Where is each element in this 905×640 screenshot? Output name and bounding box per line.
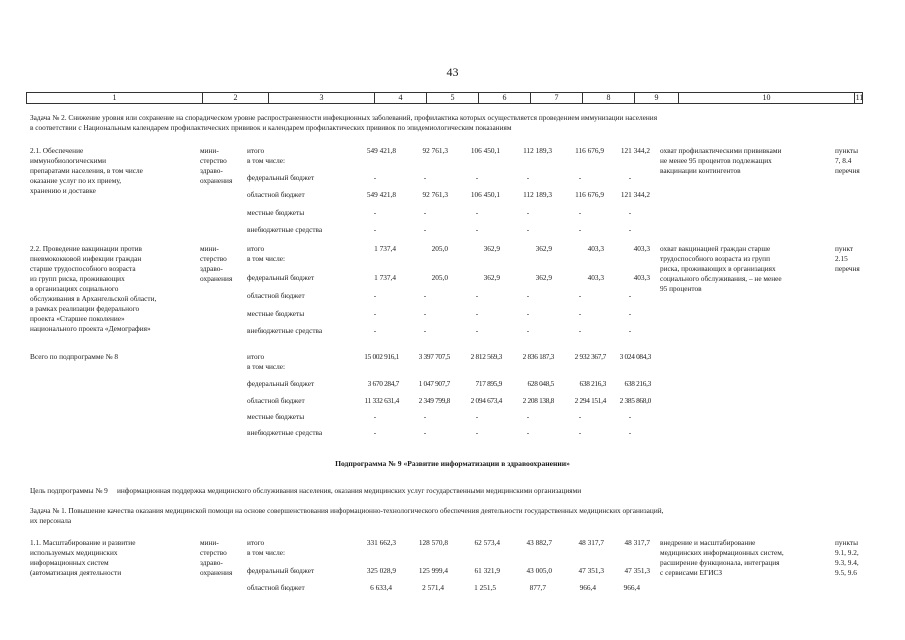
amount-cell: 112 189,3 [523,190,552,199]
amount-cell: 47 351,3 [578,566,604,575]
row-name-line: 1.1. Масштабирование и развитие [30,538,136,547]
amount-cell: 2 932 367,7 [574,352,606,361]
amount-cell: 1 251,5 [474,583,496,592]
amount-cell: - [628,428,632,437]
funding-label-regional: областной бюджет [247,583,305,592]
amount-cell: - [628,208,632,217]
points-line: пункт [835,244,854,253]
column-number: 2 [203,93,269,103]
amount-cell: 6 633,4 [370,583,392,592]
points-line: 9.1, 9.2, [835,548,859,557]
funding-label-incl: в том числе: [247,548,286,557]
funding-label-total: итого [247,146,265,155]
amount-cell: 92 761,3 [422,190,448,199]
amount-cell: 112 189,3 [523,146,552,155]
total-row-name: Всего по подпрограмме № 8 [30,352,118,361]
column-number-header [26,92,863,104]
column-number: 5 [427,93,479,103]
amount-cell: 3 397 707,5 [418,352,450,361]
column-number: 6 [479,93,531,103]
amount-cell: 205,0 [431,273,448,282]
amount-cell: - [526,225,530,234]
amount-cell: - [578,412,582,421]
amount-cell: 61 321,9 [474,566,500,575]
amount-cell: 121 344,2 [620,146,650,155]
row-name-line: 2.2. Проведение вакцинации против [30,244,142,253]
indicator-line: медицинских информационных систем, [660,548,784,557]
funding-label-extra: внебюджетные средства [247,428,323,437]
amount-cell: - [526,412,530,421]
amount-cell: 43 005,0 [526,566,552,575]
amount-cell: - [475,326,479,335]
amount-cell: 362,9 [535,244,552,253]
task-2-heading: Задача № 2. Снижение уровня или сохранение на спорадическом уровне распространенности инфекционных заболеваний, профилактика которых осуществляется проведением иммунизации населения [30,113,658,122]
amount-cell: 3 024 084,3 [619,352,651,361]
amount-cell: 325 028,9 [366,566,396,575]
amount-cell: 47 351,3 [624,566,650,575]
amount-cell: - [578,291,582,300]
amount-cell: - [373,412,377,421]
amount-cell: - [373,225,377,234]
amount-cell: - [373,326,377,335]
amount-cell: - [578,428,582,437]
amount-cell: 43 882,7 [526,538,552,547]
amount-cell: 125 999,4 [418,566,448,575]
funding-label-regional: областной бюджет [247,291,305,300]
row-name-line: 2.1. Обеспечение [30,146,84,155]
amount-cell: - [475,309,479,318]
points-line: перечня [835,166,860,175]
amount-cell: 116 676,9 [575,146,604,155]
amount-cell: - [373,309,377,318]
amount-cell: 121 344,2 [620,190,650,199]
amount-cell: 362,9 [483,244,500,253]
row-name-line: информационных систем [30,558,109,567]
amount-cell: - [423,326,427,335]
amount-cell: - [475,428,479,437]
amount-cell: 116 676,9 [575,190,604,199]
indicator-line: охват профилактическими прививками [660,146,782,155]
amount-cell: - [475,208,479,217]
amount-cell: 2 094 673,4 [470,396,502,405]
subprogram-9-title: Подпрограмма № 9 «Развитие информатизации в здравоохранении» [335,459,570,468]
amount-cell: 2 836 187,3 [522,352,554,361]
amount-cell: - [423,173,427,182]
amount-cell: 128 570,8 [418,538,448,547]
funding-label-local: местные бюджеты [247,208,305,217]
funding-label-regional: областной бюджет [247,190,305,199]
amount-cell: 403,3 [633,273,650,282]
indicator-line: вакцинации контингентов [660,166,741,175]
executor-line: здраво- [200,264,223,273]
funding-label-incl: в том числе: [247,362,286,371]
column-number: 7 [531,93,583,103]
funding-label-federal: федеральный бюджет [247,379,315,388]
amount-cell: - [423,208,427,217]
row-name-line: хранению и доставке [30,186,96,195]
executor-line: охранения [200,568,233,577]
funding-label-federal: федеральный бюджет [247,173,315,182]
amount-cell: - [628,326,632,335]
amount-cell: - [526,428,530,437]
executor-line: здраво- [200,558,223,567]
amount-cell: 62 573,4 [474,538,500,547]
amount-cell: 106 450,1 [470,190,500,199]
amount-cell: - [578,208,582,217]
funding-label-regional: областной бюджет [247,396,305,405]
column-number: 3 [269,93,375,103]
points-line: 9.3, 9.4, [835,558,859,567]
funding-label-local: местные бюджеты [247,412,305,421]
amount-cell: 2 385 868,0 [619,396,651,405]
amount-cell: 638 216,3 [579,379,606,388]
points-line: перечня [835,264,860,273]
amount-cell: 48 317,7 [578,538,604,547]
amount-cell: - [578,309,582,318]
row-name-line: пневмококковой инфекции граждан [30,254,142,263]
amount-cell: 11 332 631,4 [364,396,399,405]
row-name-line: из групп риска, проживающих [30,274,125,283]
amount-cell: 48 317,7 [624,538,650,547]
funding-label-total: итого [247,244,265,253]
row-name-line: препаратами населения, в том числе [30,166,143,175]
indicator-line: расширение функционала, интеграция [660,558,780,567]
row-name-line: в организациях социального [30,284,119,293]
amount-cell: - [373,428,377,437]
task-1-heading: Задача № 1. Повышение качества оказания медицинской помощи на основе совершенствования информационно-технологического обеспечения деятельности государственных медицинских организаций, [30,506,664,515]
funding-label-total: итого [247,352,265,361]
amount-cell: - [628,173,632,182]
amount-cell: 403,3 [633,244,650,253]
funding-label-extra: внебюджетные средства [247,225,323,234]
amount-cell: - [628,225,632,234]
amount-cell: 2 349 799,8 [418,396,450,405]
amount-cell: - [526,173,530,182]
column-number: 10 [679,93,855,103]
amount-cell: - [373,208,377,217]
points-line: 2.15 [835,254,848,263]
indicator-line: не менее 95 процентов подлежащих [660,156,772,165]
indicator-line: социального обслуживания, – не менее [660,274,782,283]
amount-cell: 1 737,4 [374,244,396,253]
amount-cell: 3 670 284,7 [367,379,399,388]
amount-cell: 403,3 [587,244,604,253]
row-name-line: национального проекта «Демография» [30,324,151,333]
amount-cell: - [475,225,479,234]
amount-cell: 15 002 916,1 [364,352,399,361]
funding-label-total: итого [247,538,265,547]
amount-cell: - [423,412,427,421]
row-name-line: обслуживания в Архангельской области, [30,294,157,303]
column-number: 8 [583,93,635,103]
amount-cell: 92 761,3 [422,146,448,155]
funding-label-extra: внебюджетные средства [247,326,323,335]
amount-cell: - [578,326,582,335]
amount-cell: 362,9 [483,273,500,282]
amount-cell: 966,4 [623,583,640,592]
amount-cell: 638 216,3 [624,379,651,388]
task-1-heading-cont: их персонала [30,516,72,525]
indicator-line: трудоспособного возраста из групп [660,254,770,263]
indicator-line: 95 процентов [660,284,702,293]
row-name-line: используемых медицинских [30,548,118,557]
executor-line: охранения [200,176,233,185]
amount-cell: - [475,412,479,421]
indicator-line: внедрение и масштабирование [660,538,756,547]
amount-cell: - [423,309,427,318]
amount-cell: - [475,291,479,300]
amount-cell: 1 737,4 [374,273,396,282]
points-line: пункты [835,146,858,155]
amount-cell: - [526,309,530,318]
amount-cell: - [475,173,479,182]
executor-line: стерство [200,156,227,165]
amount-cell: - [578,173,582,182]
row-name-line: иммунобиологическими [30,156,107,165]
amount-cell: - [628,412,632,421]
executor-line: охранения [200,274,233,283]
amount-cell: - [423,225,427,234]
amount-cell: 2 571,4 [422,583,444,592]
funding-label-incl: в том числе: [247,156,286,165]
indicator-line: с сервисами ЕГИСЗ [660,568,723,577]
column-number: 9 [635,93,679,103]
executor-line: мини- [200,244,219,253]
points-line: 7, 8.4 [835,156,852,165]
points-line: пункты [835,538,858,547]
indicator-line: риска, проживающих в организациях [660,264,776,273]
amount-cell: 1 047 907,7 [418,379,450,388]
amount-cell: 628 048,5 [527,379,554,388]
column-number: 4 [375,93,427,103]
row-name-line: в рамках реализации федерального [30,304,140,313]
executor-line: стерство [200,548,227,557]
amount-cell: 717 895,9 [475,379,502,388]
amount-cell: - [628,309,632,318]
amount-cell: 106 450,1 [470,146,500,155]
amount-cell: - [526,326,530,335]
amount-cell: - [373,173,377,182]
executor-line: здраво- [200,166,223,175]
amount-cell: - [578,225,582,234]
amount-cell: 331 662,3 [366,538,396,547]
amount-cell: - [373,291,377,300]
task-2-heading-cont: в соответствии с Национальным календарем профилактических прививок и календарем профилактических прививок по эпидемиологическим показаниям [30,123,512,132]
amount-cell: 403,3 [587,273,604,282]
indicator-line: охват вакцинацией граждан старше [660,244,771,253]
executor-line: стерство [200,254,227,263]
page-number: 43 [446,65,459,79]
amount-cell: - [526,291,530,300]
executor-line: мини- [200,538,219,547]
subprogram-9-goal: Цель подпрограммы № 9 информационная поддержка медицинского обслуживания населения, оказания медицинских услуг государственными медицинскими организациями [30,486,582,495]
amount-cell: - [423,291,427,300]
amount-cell: 2 208 138,8 [522,396,554,405]
funding-label-federal: федеральный бюджет [247,273,315,282]
amount-cell: - [423,428,427,437]
amount-cell: 2 294 151,4 [574,396,606,405]
funding-label-federal: федеральный бюджет [247,566,315,575]
amount-cell: 362,9 [535,273,552,282]
funding-label-local: местные бюджеты [247,309,305,318]
amount-cell: 549 421,8 [366,146,396,155]
row-name-line: оказание услуг по их приему, [30,176,122,185]
row-name-line: старше трудоспособного возраста [30,264,136,273]
amount-cell: 877,7 [529,583,546,592]
executor-line: мини- [200,146,219,155]
amount-cell: - [628,291,632,300]
row-name-line: (автоматизация деятельности [30,568,122,577]
points-line: 9.5, 9.6 [835,568,857,577]
amount-cell: 549 421,8 [366,190,396,199]
amount-cell: - [526,208,530,217]
amount-cell: 2 812 569,3 [470,352,502,361]
funding-label-incl: в том числе: [247,254,286,263]
amount-cell: 966,4 [579,583,596,592]
column-number: 11 [855,93,864,102]
amount-cell: 205,0 [431,244,448,253]
row-name-line: проекта «Старшее поколение» [30,314,125,323]
column-number: 1 [27,93,203,103]
